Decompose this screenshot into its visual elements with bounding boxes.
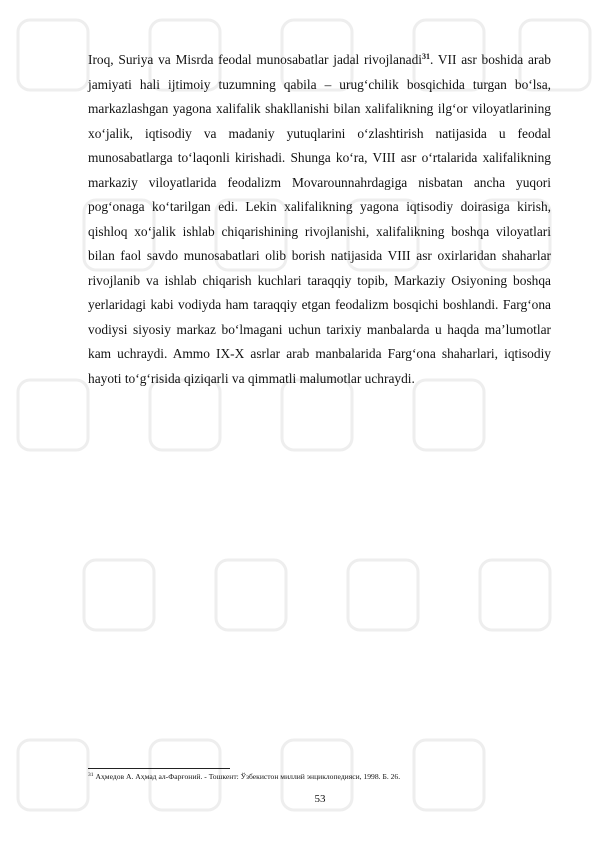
body-text-start: Iroq, Suriya va Misrda feodal munosabatlar jadal rivojlanadi (88, 52, 423, 67)
footnote-divider (88, 768, 230, 769)
body-paragraph (88, 48, 551, 391)
footnote (88, 772, 558, 782)
footnote-reference[interactable]: 31 (422, 52, 431, 61)
footnote-text: Аҳмедов А. Аҳмад ал-Фарғоний. - Тошкент: Ўзбекистон миллий энциклопедияси, 1998. Б. 26. (95, 772, 401, 781)
footnote-number: 31 (88, 772, 94, 778)
body-text-rest: . VII asr boshida arab jamiyati hali ijtimoiy tuzumning qabila – urug‘chilik bosqichida turgan bo‘lsa, markazlashgan yagona xalifalik shakllanishi bilan xalifalikning ilg‘or viloyatlarining xo‘jalik, iqtisodiy va madaniy yutuqlarini o‘zlashtirish natijasida u feodal munosabatlarga to‘laqonli kirishadi. Shunga ko‘ra, VIII asr o‘rtalarida xalifalikning markaziy viloyatlarida feodalizm Movarounnahrdagiga nisbatan ancha yuqori pog‘onaga ko‘tarilgan edi. Lekin xalifalikning yagona iqtisodiy doirasiga kirish, qishloq xo‘jalik ishlab chiqarishining rivojlanishi, xalifalikning boshqa viloyatlari bilan faol savdo munosabatlari olib borish natijasida VIII asr oxirlaridan shaharlar rivojlanib va ishlab chiqarish kuchlari taraqqiy topib, Markaziy Osiyoning boshqa yerlaridagi kabi vodiyda ham taraqqiy etgan feodalizm bosqichi boshlandi. Farg‘ona vodiysi siyosiy markaz bo‘lmagani uchun tarixiy manbalarda u haqda ma’lumotlar kam uchraydi. Ammo IX-X asrlar arab manbalarida Farg‘ona shaharlari, iqtisodiy hayoti to‘g‘risida qiziqarli va qimmatli malumotlar uchraydi. (88, 52, 551, 386)
page-number: 53 (314, 793, 326, 805)
